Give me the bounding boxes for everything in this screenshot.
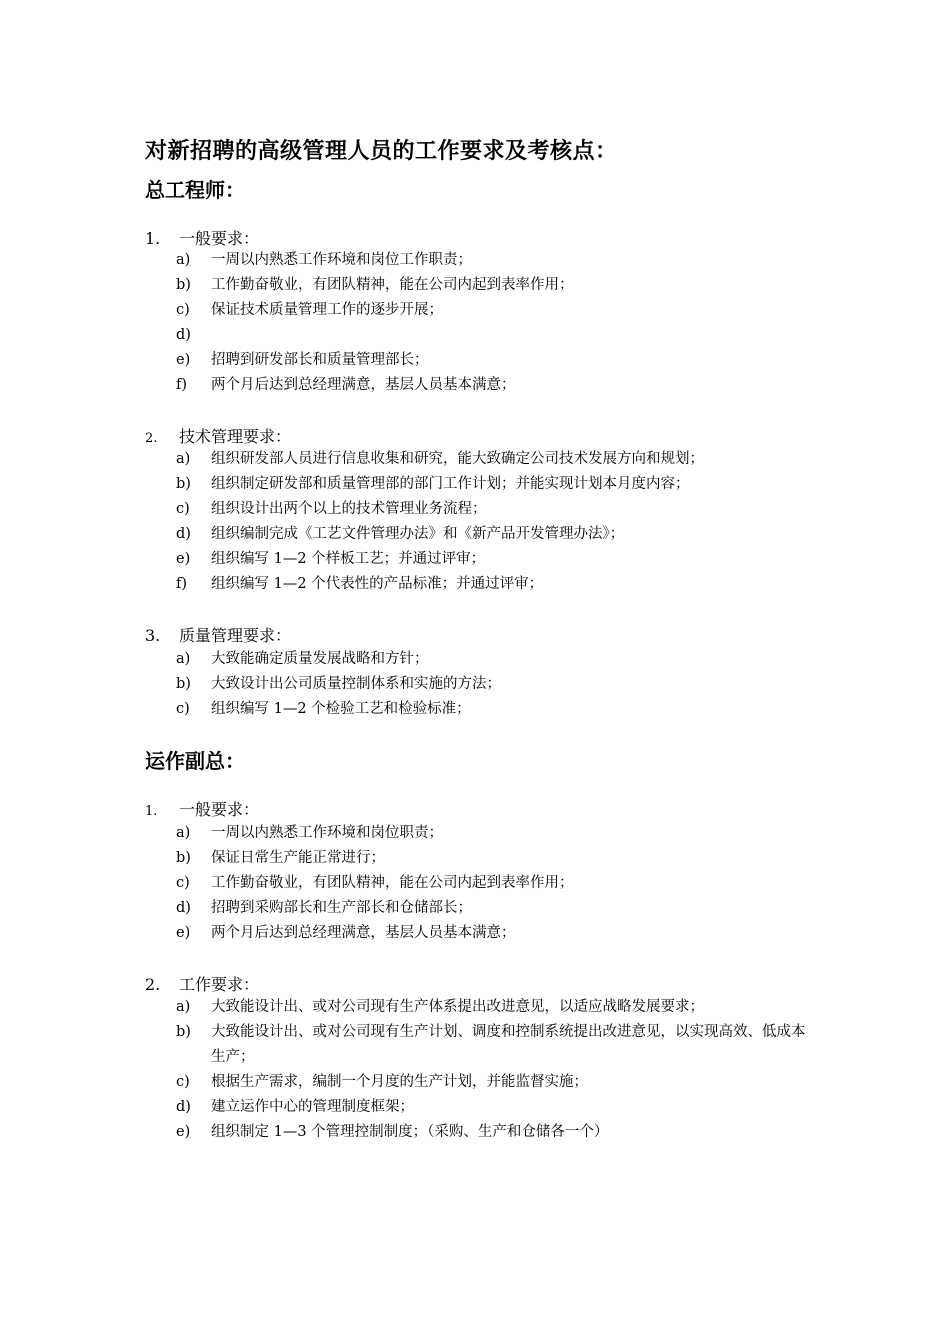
list-item <box>176 348 429 373</box>
item-text: 组织研发部人员进行信息收集和研究，能大致确定公司技术发展方向和规划； <box>211 451 704 467</box>
item-text: 保证技术质量管理工作的逐步开展； <box>211 302 443 318</box>
item-text: 组织设计出两个以上的技术管理业务流程； <box>211 501 487 517</box>
item-text: 建立运作中心的管理制度框架； <box>211 1099 414 1115</box>
section-number: 3. <box>145 626 161 645</box>
item-label: d) <box>176 526 191 542</box>
item-text: 招聘到研发部长和质量管理部长； <box>211 352 429 368</box>
list-item <box>176 697 471 722</box>
list-item <box>176 373 516 398</box>
section-title: 一般要求： <box>179 800 260 819</box>
list-item <box>176 995 704 1020</box>
list-item <box>176 821 443 846</box>
item-text: 大致能设计出、或对公司现有生产计划、调度和控制系统提出改进意见，以实现高效、低成本生产； <box>211 1024 806 1065</box>
section-number: 2. <box>145 975 161 994</box>
list-item <box>176 522 624 547</box>
item-label: b) <box>176 676 191 692</box>
item-text: 两个月后达到总经理满意，基层人员基本满意； <box>211 925 516 941</box>
item-label: a) <box>176 252 191 268</box>
item-text: 大致能确定质量发展战略和方针； <box>211 651 429 667</box>
section-number: 2. <box>145 431 158 446</box>
section-heading <box>145 797 259 820</box>
list-item <box>176 846 385 871</box>
item-text: 工作勤奋敬业，有团队精神，能在公司内起到表率作用； <box>211 875 574 891</box>
item-label: e) <box>176 551 191 567</box>
section-number: 1. <box>145 229 161 248</box>
item-text: 保证日常生产能正常进行； <box>211 850 385 866</box>
list-item <box>176 921 516 946</box>
item-label: a) <box>176 651 191 667</box>
list-item <box>176 572 543 597</box>
item-label: a) <box>176 999 191 1015</box>
section-title: 质量管理要求： <box>179 626 292 645</box>
item-label: c) <box>176 875 190 891</box>
item-text: 组织制定 1—3 个管理控制制度；（采购、生产和仓储各一个） <box>211 1124 609 1140</box>
section-title: 技术管理要求： <box>179 427 292 446</box>
item-label: d) <box>176 1099 191 1115</box>
list-item <box>176 647 429 672</box>
item-label: c) <box>176 701 190 717</box>
item-label: e) <box>176 352 191 368</box>
item-label: c) <box>176 302 190 318</box>
section-title: 一般要求： <box>179 229 260 248</box>
item-label: b) <box>176 476 191 492</box>
item-text: 根据生产需求，编制一个月度的生产计划，并能监督实施； <box>211 1074 588 1090</box>
list-item <box>176 1095 414 1120</box>
role-heading-operations-vp: 运作副总： <box>145 749 245 773</box>
item-label: d) <box>176 327 191 343</box>
list-item <box>176 871 574 896</box>
item-text: 两个月后达到总经理满意，基层人员基本满意； <box>211 377 516 393</box>
item-label: c) <box>176 1074 190 1090</box>
list-item <box>176 248 472 273</box>
item-text: 大致能设计出、或对公司现有生产体系提出改进意见，以适应战略发展要求； <box>211 999 704 1015</box>
item-label: c) <box>176 501 190 517</box>
list-item <box>176 1020 809 1070</box>
item-text: 组织制定研发部和质量管理部的部门工作计划；并能实现计划本月度内容； <box>211 476 690 492</box>
list-item <box>176 323 211 348</box>
list-item <box>176 447 704 472</box>
item-text: 工作勤奋敬业，有团队精神，能在公司内起到表率作用； <box>211 277 574 293</box>
list-item <box>176 472 690 497</box>
item-label: f) <box>176 377 188 393</box>
list-item <box>176 896 472 921</box>
item-text: 一周以内熟悉工作环境和岗位工作职责； <box>211 252 472 268</box>
item-text: 大致设计出公司质量控制体系和实施的方法； <box>211 676 501 692</box>
document-title: 对新招聘的高级管理人员的工作要求及考核点： <box>145 138 618 164</box>
list-item <box>176 497 487 522</box>
list-item <box>176 1120 608 1145</box>
item-label: b) <box>176 277 191 293</box>
item-label: a) <box>176 451 191 467</box>
section-heading <box>145 623 291 646</box>
list-item <box>176 273 574 298</box>
item-label: f) <box>176 576 188 592</box>
item-text: 组织编写 1—2 个代表性的产品标准；并通过评审； <box>211 576 544 592</box>
item-label: e) <box>176 925 191 941</box>
item-label: a) <box>176 825 191 841</box>
item-text: 组织编制完成《工艺文件管理办法》和《新产品开发管理办法》； <box>211 526 625 542</box>
section-title: 工作要求： <box>179 975 260 994</box>
item-label: b) <box>176 1024 191 1040</box>
section-number: 1. <box>145 804 158 819</box>
item-text: 招聘到采购部长和生产部长和仓储部长； <box>211 900 472 916</box>
section-heading <box>145 424 291 447</box>
item-label: e) <box>176 1124 191 1140</box>
list-item <box>176 298 443 323</box>
item-label: b) <box>176 850 191 866</box>
list-item <box>176 547 485 572</box>
section-heading <box>145 226 259 249</box>
list-item <box>176 1070 588 1095</box>
list-item <box>176 672 501 697</box>
item-text: 一周以内熟悉工作环境和岗位职责； <box>211 825 443 841</box>
item-text: 组织编写 1—2 个样板工艺；并通过评审； <box>211 551 486 567</box>
item-label: d) <box>176 900 191 916</box>
item-text: 组织编写 1—2 个检验工艺和检验标准； <box>211 701 471 717</box>
role-heading-chief-engineer: 总工程师： <box>145 178 245 202</box>
section-heading <box>145 972 259 995</box>
